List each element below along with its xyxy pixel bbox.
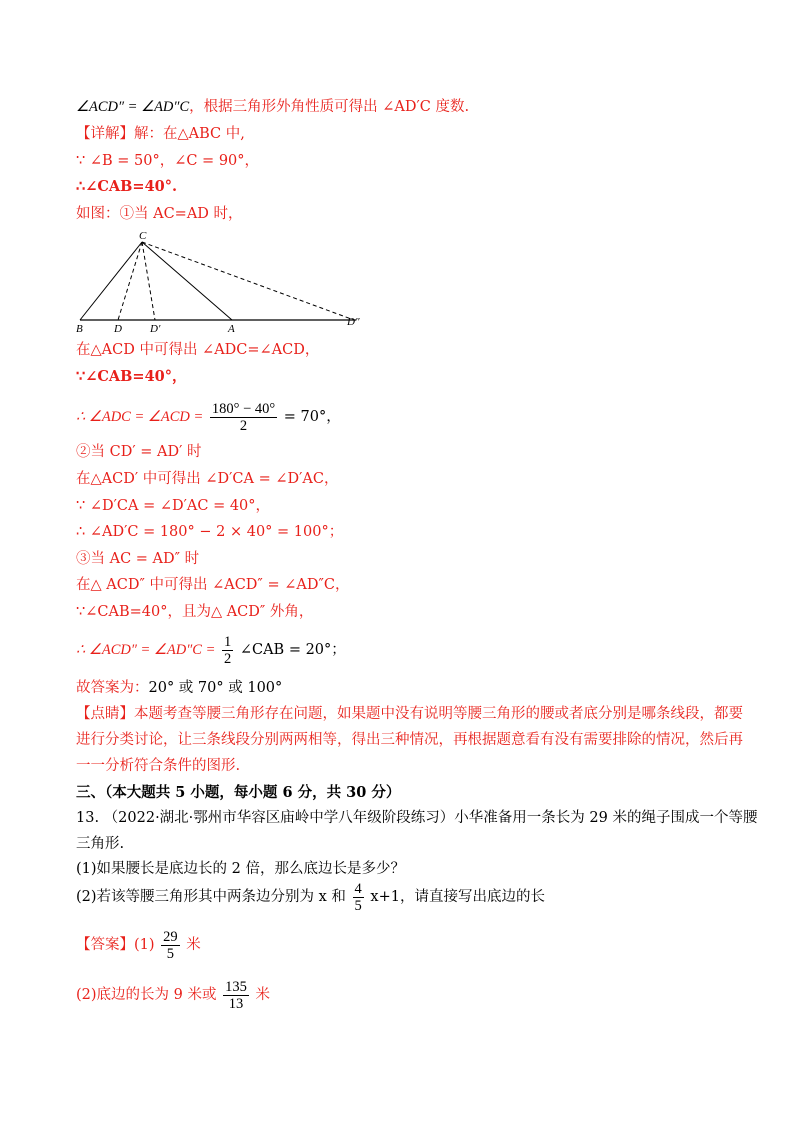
part-2-numerator: 4 — [354, 880, 362, 897]
part-2-denominator: 5 — [354, 897, 362, 914]
label-B: B — [76, 323, 83, 335]
line-8-numerator: 180° − 40° — [211, 400, 276, 417]
line-8-post: = 70°， — [283, 409, 341, 425]
line-12: ∴ ∠AD′C = 180° − 2 × 40° = 100°； — [76, 524, 344, 540]
line-2-detail-heading: 【详解】解：在△ABC 中, — [76, 126, 245, 142]
label-A: A — [228, 323, 235, 335]
line-4: ∴∠CAB=40°. — [76, 178, 178, 195]
label-D1: D′ — [150, 323, 161, 335]
answer-1-fraction — [161, 929, 180, 962]
part-2-pre: (2)若该等腰三角形其中两条边分别为 x 和 — [76, 889, 346, 905]
answer-2-numerator: 135 — [225, 978, 247, 995]
line-8-pre: ∴ ∠ADC = ∠ACD = — [76, 409, 204, 425]
triangle-figure — [70, 226, 380, 336]
answer-2-fraction — [223, 979, 249, 1012]
label-D2: D″ — [347, 316, 360, 328]
answer-values: 20° 或 70° 或 100° — [148, 680, 283, 696]
segment-CD2-dashed — [142, 242, 354, 320]
answer-1-pre: 【答案】(1) — [76, 937, 155, 953]
line-5: 如图：①当 AC=AD 时， — [76, 206, 243, 222]
line-1-text: ，根据三角形外角性质可得出 ∠AD′C 度数. — [189, 99, 470, 115]
line-16-post: ∠CAB = 20°； — [239, 642, 346, 658]
line-7: ∵∠CAB=40°， — [76, 368, 187, 385]
label-D: D — [114, 323, 122, 335]
comment-line-2: 进行分类讨论，让三条线段分别两两相等，得出三种情况，再根据题意看有没有需要排除的情况，然后再 — [76, 732, 743, 748]
answer-1-numerator: 29 — [163, 928, 178, 945]
label-C: C — [139, 230, 147, 242]
comment-line-3: 一一分析符合条件的图形. — [76, 758, 241, 774]
line-14: 在△ ACD″ 中可得出 ∠ACD″ = ∠AD″C， — [76, 577, 350, 593]
line-1-math: ∠ACD″ = ∠AD″C — [76, 99, 190, 115]
line-6: 在△ACD 中可得出 ∠ADC=∠ACD， — [76, 342, 320, 358]
line-13: ③当 AC = AD″ 时 — [76, 551, 200, 567]
line-17 — [76, 678, 282, 698]
question-13-line-2: 三角形. — [76, 836, 125, 852]
answer-1-denominator: 5 — [166, 945, 175, 962]
answer-2-pre: (2)底边的长为 9 米或 — [76, 987, 217, 1003]
comment-line-1: 【点睛】本题考查等腰三角形存在问题，如果题中没有说明等腰三角形的腰或者底分别是哪条线段，都要 — [76, 706, 743, 722]
line-10: 在△ACD′ 中可得出 ∠D′CA = ∠D′AC， — [76, 471, 339, 487]
segment-CD-dashed — [118, 242, 142, 320]
line-16-fraction — [222, 634, 233, 667]
line-16-numerator: 1 — [223, 633, 232, 650]
line-15: ∵∠CAB=40°，且为△ ACD″ 外角， — [76, 604, 314, 620]
line-8-denominator: 2 — [239, 417, 248, 434]
answer-line-1 — [76, 928, 201, 962]
question-13-part-2 — [76, 880, 545, 914]
line-8-fraction — [210, 401, 277, 434]
question-13-part-1: (1)如果腰长是底边长的 2 倍，那么底边长是多少？ — [76, 861, 405, 877]
segment-CD1-dashed — [142, 242, 155, 320]
line-11: ∵ ∠D′CA = ∠D′AC = 40°， — [76, 498, 271, 514]
answer-label: 故答案为： — [76, 680, 149, 696]
line-3: ∵ ∠B = 50°，∠C = 90°， — [76, 153, 260, 169]
answer-2-post: 米 — [255, 987, 270, 1003]
answer-2-denominator: 13 — [228, 995, 244, 1012]
segment-CA — [142, 242, 232, 320]
question-13-line-1: 13. （2022·湖北·鄂州市华容区庙岭中学八年级阶段练习）小华准备用一条长为 29 米的绳子围成一个等腰 — [76, 810, 758, 826]
part-2-post: x+1，请直接写出底边的长 — [370, 889, 545, 905]
segment-CB — [80, 242, 142, 320]
line-9: ②当 CD′ = AD′ 时 — [76, 444, 202, 460]
part-2-fraction — [353, 881, 364, 914]
line-1 — [76, 97, 469, 117]
line-8 — [76, 400, 341, 434]
line-16-pre: ∴ ∠ACD″ = ∠AD″C = — [76, 642, 216, 658]
answer-line-2 — [76, 978, 270, 1012]
answer-1-post: 米 — [186, 937, 201, 953]
line-16-denominator: 2 — [223, 650, 232, 667]
section-heading: 三、（本大题共 5 小题，每小题 6 分，共 30 分） — [76, 784, 401, 801]
line-16 — [76, 633, 346, 667]
